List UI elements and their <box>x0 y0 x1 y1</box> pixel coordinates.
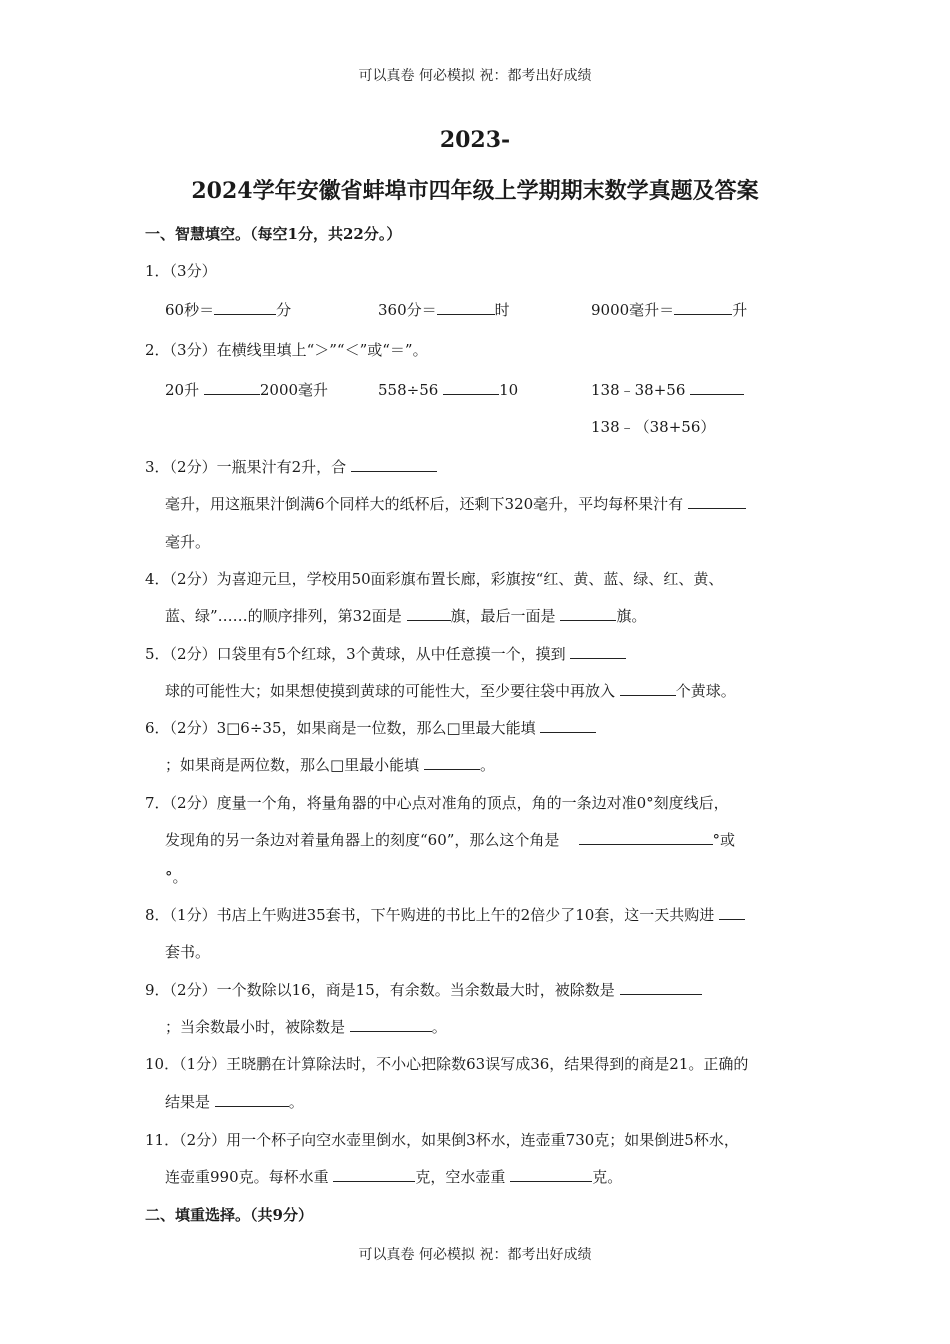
q9-line-1: 9．（2分）一个数除以16，商是15，有余数。当余数最大时，被除数是 <box>145 980 702 1000</box>
q2-label: 2．（3分）在横线里填上“＞”“＜”或“＝”。 <box>145 341 428 359</box>
q1-item-a: 60秒＝ 分 <box>165 301 292 319</box>
q2-item-c-right: 138﹣（38+56） <box>591 418 716 436</box>
answer-blank[interactable] <box>350 1017 432 1032</box>
q5-line-2: 球的可能性大；如果想使摸到黄球的可能性大，至少要往袋中再放入 个黄球。 <box>165 682 736 700</box>
q8-line-2: 套书。 <box>165 943 211 961</box>
q1-item-b: 360分＝ 时 <box>378 301 510 319</box>
answer-blank[interactable] <box>674 300 732 315</box>
q7-line-3: °。 <box>165 868 188 886</box>
answer-blank[interactable] <box>688 494 746 509</box>
q3-line-3: 毫升。 <box>165 533 211 551</box>
q3-line-1: 3．（2分）一瓶果汁有2升，合 <box>145 457 437 477</box>
answer-blank[interactable] <box>333 1167 415 1182</box>
q2-item-c: 138﹣38+56 <box>591 380 744 400</box>
title-line-1: 2023- <box>439 127 511 153</box>
answer-blank[interactable] <box>540 718 596 733</box>
q4-line-2: 蓝、绿”……的顺序排列，第32面是 旗，最后一面是 旗。 <box>165 607 647 625</box>
answer-blank[interactable] <box>510 1167 592 1182</box>
answer-blank[interactable] <box>620 681 676 696</box>
q2-item-b: 558÷56 10 <box>378 381 519 399</box>
section-2-heading: 二、填重选择。（共9分） <box>145 1206 313 1224</box>
q11-line-1: 11．（2分）用一个杯子向空水壶里倒水，如果倒3杯水，连壶重730克；如果倒进5杯水， <box>145 1131 739 1149</box>
q5-line-1: 5．（2分）口袋里有5个红球，3个黄球，从中任意摸一个，摸到 <box>145 644 626 664</box>
q10-line-1: 10．（1分）王晓鹏在计算除法时，不小心把除数63误写成36，结果得到的商是21。正确的 <box>145 1055 749 1073</box>
q1-item-c: 9000毫升＝ 升 <box>591 301 748 319</box>
q4-line-1: 4．（2分）为喜迎元旦，学校用50面彩旗布置长廊，彩旗按“红、黄、蓝、绿、红、黄、 <box>145 570 724 588</box>
answer-blank[interactable] <box>570 644 626 659</box>
answer-blank[interactable] <box>719 905 745 920</box>
answer-blank[interactable] <box>214 300 276 315</box>
answer-blank[interactable] <box>560 606 616 621</box>
answer-blank[interactable] <box>443 380 499 395</box>
answer-blank[interactable] <box>424 755 480 770</box>
q8-line-1: 8．（1分）书店上午购进35套书，下午购进的书比上午的2倍少了10套，这一天共购进 <box>145 905 745 925</box>
q2-item-a: 20升 2000毫升 <box>165 381 329 399</box>
title-line-2: 2024学年安徽省蚌埠市四年级上学期期末数学真题及答案 <box>191 178 759 204</box>
page-footer: 可以真卷 何必模拟 祝：都考出好成绩 <box>358 1247 592 1263</box>
q6-line-2: ；如果商是两位数，那么□里最小能填 。 <box>165 756 495 774</box>
q1-label: 1．（3分） <box>145 262 217 280</box>
answer-blank[interactable] <box>204 380 260 395</box>
q3-line-2: 毫升，用这瓶果汁倒满6个同样大的纸杯后，还剩下320毫升，平均每杯果汁有 <box>165 494 746 514</box>
q9-line-2: ；当余数最小时，被除数是 。 <box>165 1018 447 1036</box>
q7-line-2: 发现角的另一条边对着量角器上的刻度“60”，那么这个角是 °或 <box>165 831 736 849</box>
answer-blank[interactable] <box>407 606 451 621</box>
answer-blank[interactable] <box>579 830 713 845</box>
q6-line-1: 6．（2分）3□6÷35，如果商是一位数，那么□里最大能填 <box>145 718 596 738</box>
q10-line-2: 结果是 。 <box>165 1093 304 1111</box>
q7-line-1: 7．（2分）度量一个角，将量角器的中心点对准角的顶点，角的一条边对准0°刻度线后， <box>145 794 729 812</box>
page-header: 可以真卷 何必模拟 祝：都考出好成绩 <box>358 68 592 84</box>
q11-line-2: 连壶重990克。每杯水重 克，空水壶重 克。 <box>165 1168 623 1186</box>
answer-blank[interactable] <box>351 457 437 472</box>
answer-blank[interactable] <box>215 1092 289 1107</box>
answer-blank[interactable] <box>437 300 495 315</box>
answer-blank[interactable] <box>620 980 702 995</box>
answer-blank[interactable] <box>690 380 744 395</box>
section-1-heading: 一、智慧填空。（每空1分，共22分。） <box>145 225 402 243</box>
